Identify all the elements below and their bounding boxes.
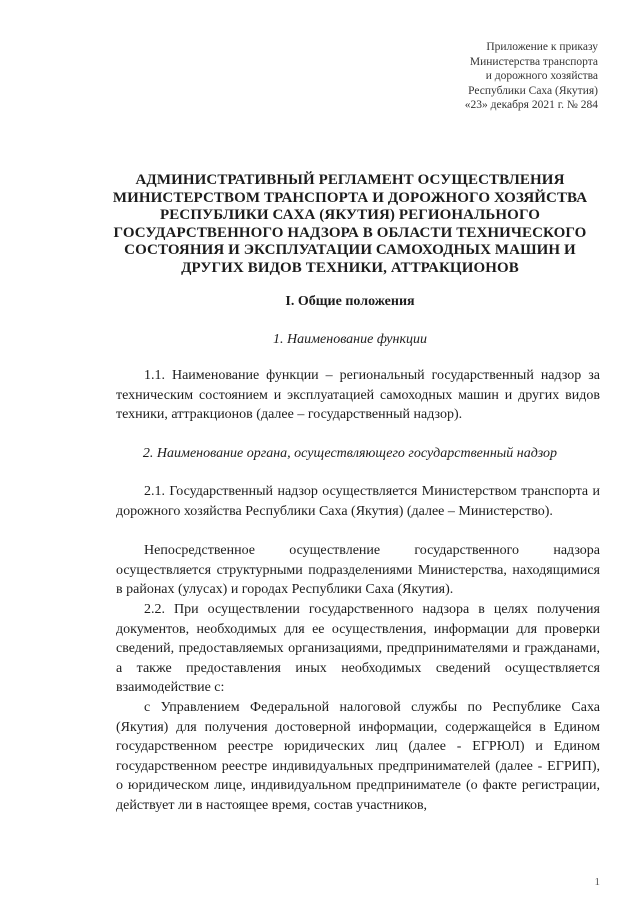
subsection-heading: 1. Наименование функции xyxy=(272,332,428,347)
appendix-date-number: «23» декабря 2021 г. № 284 xyxy=(464,99,598,111)
page-number: 1 xyxy=(594,876,600,888)
appendix-line: Министерства транспорта xyxy=(469,55,598,68)
paragraph: 2.2. При осуществлении государственного надзора в целях получения документов, необходимых для ее осуществления, информации для проверки сведений, предоставляемых организациями, предпринимателями и гражданами, а также предоставления иных необходимых сведений осуществляется взаимодействие с: xyxy=(116,602,600,695)
paragraph: 2.1. Государственный надзор осуществляется Министерством транспорта и дорожного хозяйства Республики Саха (Якутия) (далее – Министерство). xyxy=(116,484,600,519)
section-heading: I. Общие положения xyxy=(285,294,415,309)
appendix-line: Приложение к приказу xyxy=(486,41,598,53)
appendix-stamp xyxy=(398,40,598,113)
paragraph: с Управлением Федеральной налоговой службы по Республике Саха (Якутия) для получения достоверной информации, содержащейся в Едином государственном реестре юридических лиц (далее - ЕГРЮЛ) и Едином государственном реестре индивидуальных предпринимателей (далее - ЕГРИП), о юридическом лице, индивидуальном предпринимателе (о факте регистрации, действует ли в настоящее время, состав участников, xyxy=(116,700,600,813)
document-title: АДМИНИСТРАТИВНЫЙ РЕГЛАМЕНТ ОСУЩЕСТВЛЕНИЯ МИНИСТЕРСТВОМ ТРАНСПОРТА И ДОРОЖНОГО ХОЗЯЙСТВА РЕСПУБЛИКИ САХА (ЯКУТИЯ) РЕГИОНАЛЬНОГО ГОСУДАРСТВЕННОГО НАДЗОРА В ОБЛАСТИ ТЕХНИЧЕСКОГО СОСТОЯНИЯ И ЭКСПЛУАТАЦИИ САМОХОДНЫХ МАШИН И ДРУГИХ ВИДОВ ТЕХНИКИ, АТТРАКЦИОНОВ xyxy=(112,172,588,276)
paragraph: 1.1. Наименование функции – региональный государственный надзор за техническим состоянием и эксплуатацией самоходных машин и других видов техники, аттракционов (далее – государственный надзор). xyxy=(116,368,600,422)
appendix-line: Республики Саха (Якутия) xyxy=(468,84,598,97)
appendix-line: и дорожного хозяйства xyxy=(485,70,598,82)
subsection-heading: 2. Наименование органа, осуществляющего государственный надзор xyxy=(142,446,558,461)
paragraph: Непосредственное осуществление государственного надзора осуществляется структурными подразделениями Министерства, находящимися в районах (улусах) и городах Республики Саха (Якутия). xyxy=(116,543,600,597)
